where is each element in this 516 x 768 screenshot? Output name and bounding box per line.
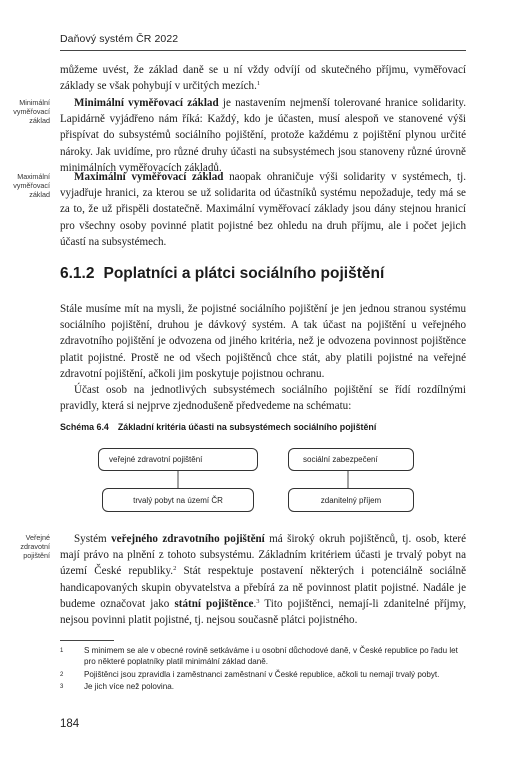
section-title: Poplatníci a plátci sociálního pojištění: [103, 265, 385, 282]
paragraph-minimum-base: [60, 95, 466, 176]
box-social-security: [288, 448, 414, 471]
paragraph-continuation: [60, 62, 466, 94]
margin-note-line: Maximální: [17, 172, 50, 181]
paragraph-scheme-intro: [60, 382, 466, 414]
paragraph-text: má široký okruh pojištěnců, tj. osob, které mají právo na plnění z tohoto subsystému. Základním kritériem účasti je trvalý pobyt na území České republiky.: [60, 533, 467, 578]
margin-note-health: [6, 534, 50, 560]
box-label: veřejné zdravotní pojištění: [109, 455, 203, 464]
footnote-rule: [60, 640, 114, 641]
box-permanent-residence: [102, 488, 254, 512]
footnote-2: [60, 670, 466, 681]
footnote-3: [60, 682, 466, 693]
box-label: trvalý pobyt na území ČR: [133, 495, 223, 505]
paragraph-text: můžeme uvést, že základ daně se u ní vždy odvíjí od skutečného příjmu, vyměřovací základy se však pohybují v určitých mezích.: [60, 64, 466, 93]
header-rule: [60, 50, 466, 51]
term-maximum-base: Maximální vyměřovací základ: [74, 171, 224, 183]
scheme-title: Základní kritéria účasti na subsystémech sociálního pojištění: [117, 422, 377, 432]
footnote-text: Je jich více než polovina.: [84, 682, 174, 691]
paragraph-health-insurance: [60, 531, 466, 628]
margin-note-line: Veřejné: [25, 533, 50, 542]
box-label: zdanitelný příjem: [320, 495, 382, 505]
margin-note-line: zdravotní: [20, 541, 50, 551]
section-heading: [60, 265, 384, 283]
footnote-1: [60, 646, 466, 667]
term-minimum-base: Minimální vyměřovací základ: [74, 97, 219, 109]
footnote-ref[interactable]: 1: [256, 80, 261, 88]
term-state-insured: státní pojištěnce: [174, 597, 254, 610]
section-number: 6.1.2: [60, 265, 95, 282]
footnote-text: S minimem se ale v obecné rovině setkáváme i u osobní důchodové daně, v České republice po řadu let pro některé poplatníky platil minimální základ daně.: [84, 646, 458, 666]
paragraph-text: Stále musíme mít na mysli, že pojistné sociálního pojištění je jen jednou stranou systému sociálního pojištění, druhou je dávkový systém. A tak účast na pojištění u veřejného zdravotního pojištění je odvozena od jiného kritéria, než je odvozena povinnost pojištěnce platit pojistné. Prostě ne od všech pojištěnců chce stát, aby platili pojistné na veřejné zdravotní pojištění, ačkoli jim poskytuje pojistnou ochranu.: [60, 303, 466, 380]
margin-note-line: základ: [29, 115, 50, 125]
paragraph-text: Účast osob na jednotlivých subsystémech sociálního pojištění se řídí rozdílnými pravidly, která si nejprve zjednodušeně předvedeme na schématu:: [60, 384, 466, 413]
paragraph-text: .: [253, 597, 257, 610]
box-public-health-insurance: [98, 448, 258, 471]
footnote-mark: 1: [60, 648, 64, 654]
term-public-health-insurance: veřejného zdravotního pojištění: [111, 533, 265, 545]
footnote-ref[interactable]: 3: [256, 597, 260, 605]
footnote-ref[interactable]: 2: [173, 565, 177, 573]
footnote-mark: 3: [60, 684, 64, 690]
paragraph-text: Systém: [74, 533, 112, 545]
box-label: sociální zabezpečení: [303, 455, 378, 464]
paragraph-text: je nastavením nejmenší tolerované hranice solidarity. Lapidárně vyjádřeno nám říká: Každý, kdo je účasten, musí alespoň ve stanovené výši přispívat do subsystémů sociálního pojištění, protože každému z pojištění plynou určité nároky. Jak uvidíme, pro různé druhy účasti na subsystémech jsou stanoveny různé úrovně minimálních vyměřovacích základů.: [60, 97, 467, 174]
paragraph-text: Stát respektuje postavení některých i potenciálně sociálně handicapovaných skupin obyvatelstva a přebírá za ně povinnost platit pojistné. Nadále je budeme označovat jako: [60, 565, 466, 610]
margin-note-line: Minimální: [19, 98, 50, 107]
page-number: 184: [60, 718, 80, 730]
running-header: Daňový systém ČR 2022: [60, 33, 179, 45]
footnote-mark: 2: [60, 672, 64, 678]
paragraph-text: naopak ohraničuje výši solidarity v systémech, tj. vyjadřuje hranici, za kterou se už solidarita od účastníků systému nepožaduje, tedy má se za to, že už přispěli dostatečně. Maximální vyměřovací základy jsou dány stejnou hranicí pro všechny osoby povinné platit pojistné bez ohledu na druh příjmu, ale i počet jejich účastí na subsystémech.: [60, 171, 466, 248]
margin-note-line: základ: [29, 189, 50, 199]
box-taxable-income: [288, 488, 414, 512]
margin-note-line: vyměřovací: [13, 106, 50, 116]
footnote-text: Pojištěnci jsou zpravidla i zaměstnanci zaměstnaní v České republice, ačkoli tu nemají trvalý pobyt.: [84, 670, 440, 679]
scheme-label: Schéma 6.4: [60, 422, 109, 432]
paragraph-maximum-base: [60, 169, 466, 250]
paragraph-text: Tito pojištěnci, nemají-li zdanitelné příjmy, nejsou povinni platit pojistné, tj. nejsou současně plátci pojistného.: [60, 597, 466, 627]
margin-note-line: vyměřovací: [13, 180, 50, 190]
scheme-caption: [60, 422, 376, 432]
paragraph-intro: [60, 301, 466, 382]
margin-note-minimum: [6, 99, 50, 125]
margin-note-maximum: [6, 173, 50, 199]
margin-note-line: pojištění: [23, 550, 50, 560]
